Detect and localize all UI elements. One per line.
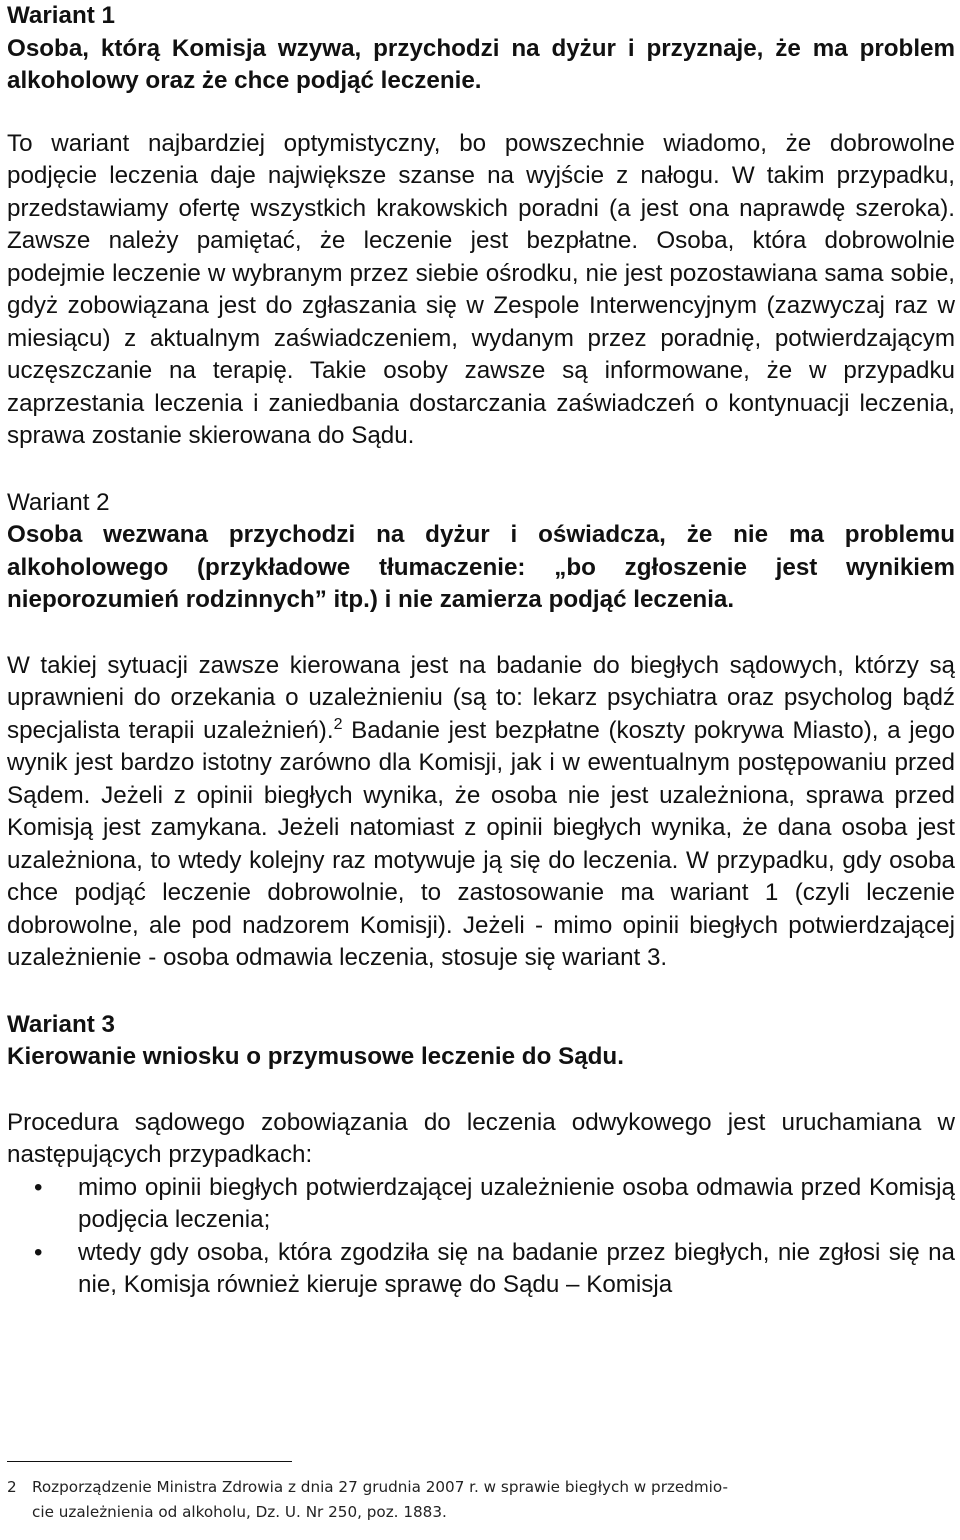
footnote xyxy=(7,1475,952,1525)
footnote-separator xyxy=(7,1461,292,1462)
variant1-body: To wariant najbardziej optymistyczny, bo powszechnie wiadomo, że dobrowolne podjęcie leczenia daje największe szanse na wyjście z nałogu. W takim przypadku, przedstawiamy ofertę wszystkich krakowskich poradni (a jest ona naprawdę szeroka). Zawsze należy pamiętać, że leczenie jest bezpłatne. Osoba, która dobrowolnie podejmie leczenie w wybranym przez siebie ośrodku, nie jest pozostawiana sama sobie, gdyż zobowiązana jest do zgłaszania się w Zespole Interwencyjnym (zazwyczaj raz w miesiącu) z aktualnym zaświadczeniem, wydanym przez poradnię, potwierdzającym uczęszczanie na terapię. Takie osoby zawsze są informowane, że w przypadku zaprzestania leczenia i zaniedbania dostarczania zaświadczeń o kontynuacji leczenia, sprawa zostanie skierowana do Sądu. xyxy=(7,129,955,449)
list-item-text: mimo opinii biegłych potwierdzającej uzależnienie osoba odmawia przed Komisją podjęcia leczenia; xyxy=(78,1173,955,1233)
spacer xyxy=(7,975,955,1009)
list-item xyxy=(7,1237,955,1302)
spacer xyxy=(7,617,955,650)
variant2-title: Wariant 2 xyxy=(7,488,110,516)
footnote-reference: 2 xyxy=(333,715,343,733)
variant3-intro: Procedura sądowego zobowiązania do leczenia odwykowego jest uruchamiana w następujących przypadkach: xyxy=(7,1108,955,1168)
variant2-body xyxy=(7,650,955,975)
spacer xyxy=(7,98,955,128)
footnote-text-1: Rozporządzenie Ministra Zdrowia z dnia 27 grudnia 2007 r. w sprawie biegłych w przedmio- xyxy=(32,1478,728,1496)
spacer xyxy=(7,453,955,487)
footnote-line-2: cie uzależnienia od alkoholu, Dz. U. Nr 250, poz. 1883. xyxy=(32,1503,447,1521)
variant1-title: Wariant 1 xyxy=(7,2,115,29)
variant2-subtitle: Osoba wezwana przychodzi na dyżur i oświadcza, że nie ma problemu alkoholowego (przykładowe tłumaczenie: „bo zgłoszenie jest wynikiem nieporozumień rodzinnych” itp.) i nie zamierza podjąć leczenia. xyxy=(7,521,955,613)
variant3-subtitle: Kierowanie wniosku o przymusowe leczenie do Sądu. xyxy=(7,1043,624,1070)
bullet-icon: • xyxy=(34,1238,43,1266)
variant2-body-part1: W takiej sytuacji zawsze kierowana jest na badanie do biegłych sądowych, którzy są uprawnieni do orzekania o uzależnieniu (są to: lekarz psychiatra oraz psycholog bądź specjalista terapii uzależnień). xyxy=(7,651,955,744)
variant3-title: Wariant 3 xyxy=(7,1010,115,1038)
footnote-number: 2 xyxy=(7,1478,17,1496)
variant2-body-part2: Badanie jest bezpłatne (koszty pokrywa Miasto), a jego wynik jest bardzo istotny zarówno dla Komisji, jak i w ewentualnym postępowaniu przed Sądem. Jeżeli z opinii biegłych wynika, że osoba nie jest uzależniona, sprawa przed Komisją jest zamykana. Jeżeli natomiast z opinii biegłych wynika, że dana osoba jest uzależniona, to wtedy kolejny raz motywuje ją się do leczenia. W przypadku, gdy osoba chce podjąć leczenie dobrowolnie, to zastosowanie ma wariant 1 (czyli leczenie dobrowolne, ale pod nadzorem Komisji). Jeżeli - mimo opinii biegłych potwierdzającej uzależnienie - osoba odmawia leczenia, stosuje się wariant 3. xyxy=(7,716,955,971)
variant1-subtitle: Osoba, którą Komisja wzywa, przychodzi na dyżur i przyznaje, że ma problem alkoholowy oraz że chce podjąć leczenie. xyxy=(7,34,955,94)
footnote-line-1 xyxy=(7,1475,952,1500)
variant3-bullet-list xyxy=(7,1172,955,1302)
list-item-text: wtedy gdy osoba, która zgodziła się na badanie przez biegłych, nie zgłosi się na nie, Komisja również kieruje sprawę do Sądu – Komisja xyxy=(78,1238,955,1298)
document-page xyxy=(7,0,955,1302)
list-item xyxy=(7,1172,955,1237)
bullet-icon: • xyxy=(34,1173,43,1201)
spacer xyxy=(7,1074,955,1107)
